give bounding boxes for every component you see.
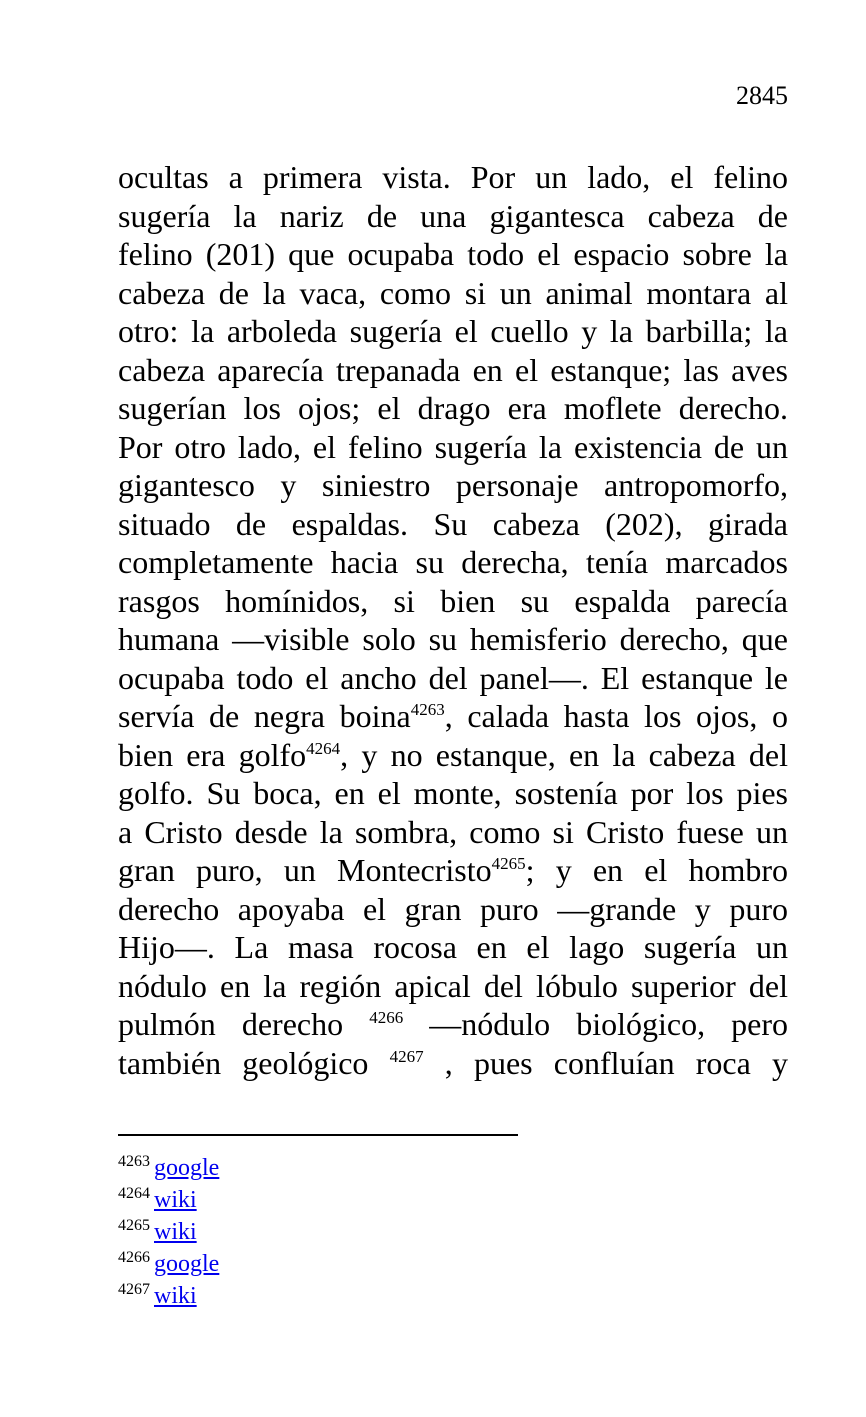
text-segment: derecho apoyaba el gran puro —grande y puro [118,890,788,927]
text-line [118,158,788,197]
text-segment: sugerían los ojos; el drago era moflete derecho. [118,390,788,426]
footnote-number: 4264 [118,1185,150,1203]
text-segment: ocultas a primera vista. Por un lado, el felino [118,159,788,195]
footnote-link[interactable]: wiki [154,1187,197,1213]
text-line [118,197,788,236]
text-segment: completamente hacia su derecha, tenía marcados [118,544,788,580]
text-segment: golfo. Su boca, en el monte, sostenía por los pies [118,775,788,811]
text-line [118,620,788,659]
text-line [118,466,788,505]
text-segment: ocupaba todo el ancho del panel—. El estanque le [118,659,788,696]
footnote-reference[interactable]: 4265 [491,854,526,874]
text-line [118,736,788,775]
text-line [118,774,788,813]
footnote-reference[interactable]: 4266 [369,1008,404,1028]
text-segment: sugería la nariz de una gigantesca cabeza de [118,197,788,234]
footnote-number: 4263 [118,1153,150,1171]
text-line [118,582,788,621]
text-line [118,967,788,1006]
text-line [118,928,788,967]
text-segment: —nódulo biológico, pero [403,1006,789,1042]
footnote-reference[interactable]: 4263 [410,700,445,720]
text-line [118,543,788,582]
text-segment: Por otro lado, el felino sugería la existencia de un [118,428,788,465]
text-segment: a Cristo desde la sombra, como si Cristo fuese un [118,813,788,850]
text-segment: ; y en el hombro [525,852,789,888]
page-number: 2845 [736,81,788,110]
text-line [118,312,788,351]
footnote-item [118,1280,219,1312]
footnote-link[interactable]: google [154,1251,220,1277]
text-line [118,428,788,467]
text-segment: pulmón derecho [118,1006,370,1042]
footnote-reference[interactable]: 4264 [306,738,341,758]
text-line [118,235,788,274]
footnote-link[interactable]: wiki [154,1283,197,1309]
text-segment: bien era golfo [118,736,307,773]
text-line [118,851,788,890]
text-line [118,1044,788,1083]
footnote-item [118,1216,219,1248]
text-segment: otro: la arboleda sugería el cuello y la barbilla; la [118,313,788,349]
text-segment: humana —visible solo su hemisferio derecho, que [118,621,788,657]
footnote-item [118,1184,219,1216]
text-segment: servía de negra boina [118,698,411,734]
text-segment: felino (201) que ocupaba todo el espacio sobre la [118,236,788,272]
text-segment: Hijo—. La masa rocosa en el lago sugería un [118,929,788,965]
text-line [118,389,788,428]
footnote-number: 4266 [118,1249,150,1267]
text-line [118,890,788,929]
text-line [118,659,788,698]
text-line [118,1005,788,1044]
text-segment: gran puro, un Montecristo [118,852,492,888]
text-line [118,505,788,544]
text-line [118,274,788,313]
text-segment: nódulo en la región apical del lóbulo superior del [118,967,788,1004]
text-line [118,697,788,736]
text-segment: también geológico [118,1044,390,1081]
footnote-reference[interactable]: 4267 [389,1046,424,1066]
text-segment: cabeza aparecía trepanada en el estanque; las aves [118,351,788,388]
text-segment: , pues confluían roca y [423,1044,789,1081]
footnote-number: 4267 [118,1281,150,1299]
text-line [118,813,788,852]
text-segment: , y no estanque, en la cabeza del [340,736,789,773]
text-segment: gigantesco y siniestro personaje antropomorfo, [118,467,788,503]
footnote-item [118,1248,219,1280]
footnote-separator [118,1134,518,1136]
text-segment: , calada hasta los ojos, o [444,698,789,734]
text-segment: cabeza de la vaca, como si un animal montara al [118,274,788,311]
text-line [118,351,788,390]
body-text [118,158,788,1082]
footnotes-list [118,1152,219,1312]
footnote-link[interactable]: wiki [154,1219,197,1245]
text-segment: situado de espaldas. Su cabeza (202), girada [118,505,788,542]
text-segment: rasgos homínidos, si bien su espalda parecía [118,582,788,619]
footnote-link[interactable]: google [154,1155,220,1181]
footnote-number: 4265 [118,1217,150,1235]
footnote-item [118,1152,219,1184]
